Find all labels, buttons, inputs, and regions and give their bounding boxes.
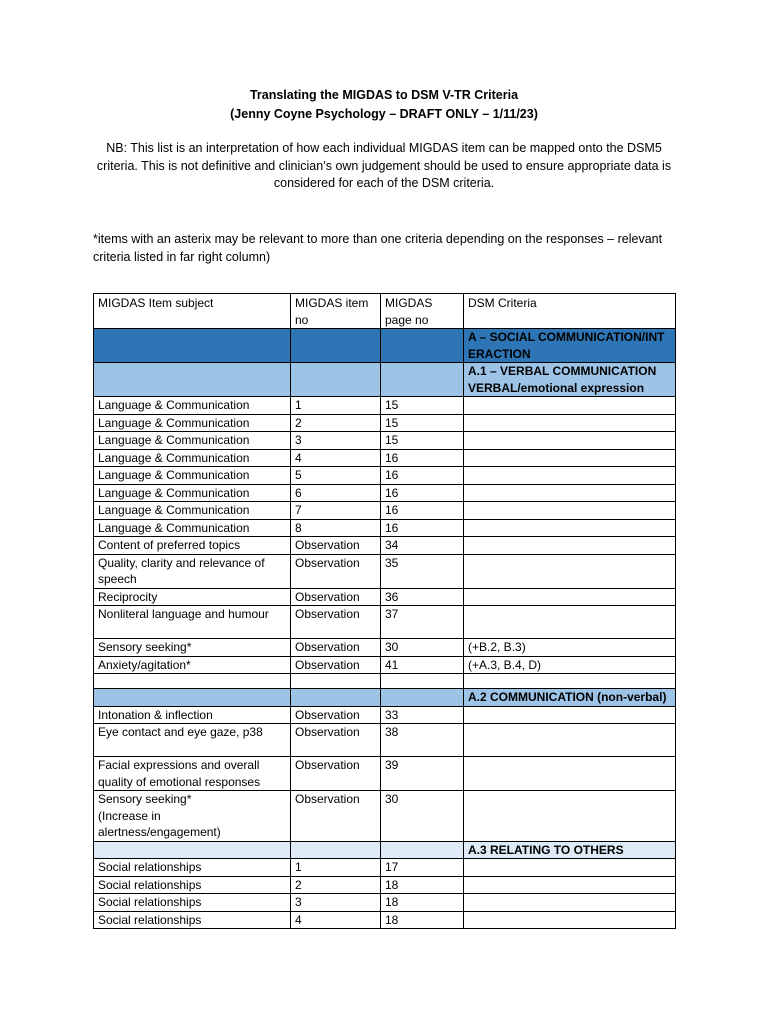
table-row	[94, 414, 676, 432]
cell-page: 16	[381, 484, 464, 502]
cell-dsm	[464, 554, 676, 588]
table-header-row	[94, 294, 676, 329]
cell-page: 37	[381, 606, 464, 639]
cell-page: 17	[381, 859, 464, 877]
table-row	[94, 757, 676, 791]
table-row	[94, 894, 676, 912]
table-row	[94, 911, 676, 929]
migdas-dsm-table	[93, 293, 676, 929]
cell-dsm	[464, 706, 676, 724]
cell-page: 16	[381, 449, 464, 467]
cell-dsm	[464, 894, 676, 912]
table-row	[94, 606, 676, 639]
table-row	[94, 502, 676, 520]
cell-subject: Social relationships	[94, 876, 291, 894]
table-row	[94, 876, 676, 894]
section-a2-row	[94, 689, 676, 707]
cell-item: Observation	[291, 724, 381, 757]
cell-subject: Eye contact and eye gaze, p38	[94, 724, 291, 757]
cell-subject: Intonation & inflection	[94, 706, 291, 724]
a3-rows	[94, 859, 676, 929]
cell-item: Observation	[291, 656, 381, 674]
cell-page: 16	[381, 502, 464, 520]
document-subtitle: (Jenny Coyne Psychology – DRAFT ONLY – 1/11/23)	[230, 107, 538, 121]
cell-item: 7	[291, 502, 381, 520]
cell-item: 2	[291, 414, 381, 432]
table-row	[94, 554, 676, 588]
cell-page: 30	[381, 639, 464, 657]
table-row	[94, 588, 676, 606]
cell-subject: Language & Communication	[94, 467, 291, 485]
cell-page: 36	[381, 588, 464, 606]
cell-subject: Language & Communication	[94, 484, 291, 502]
table-row	[94, 639, 676, 657]
cell-subject: Reciprocity	[94, 588, 291, 606]
cell-subject: Language & Communication	[94, 414, 291, 432]
cell-dsm	[464, 757, 676, 791]
section-a2-label: A.2 COMMUNICATION (non-verbal)	[464, 689, 676, 707]
cell-dsm	[464, 414, 676, 432]
cell-dsm	[464, 484, 676, 502]
asterisk-note: *items with an asterix may be relevant to more than one criteria depending on the responses – relevant criteria listed in far right column)	[93, 232, 663, 264]
cell-item: 3	[291, 894, 381, 912]
cell-page: 41	[381, 656, 464, 674]
table-row	[94, 484, 676, 502]
header-subject: MIGDAS Item subject	[94, 294, 291, 329]
cell-item: 3	[291, 432, 381, 450]
cell-subject: Social relationships	[94, 859, 291, 877]
cell-subject: Language & Communication	[94, 432, 291, 450]
cell-item: 1	[291, 859, 381, 877]
cell-dsm	[464, 449, 676, 467]
cell-page: 15	[381, 414, 464, 432]
cell-subject: Quality, clarity and relevance of speech	[94, 554, 291, 588]
cell-dsm	[464, 606, 676, 639]
cell-dsm	[464, 791, 676, 842]
cell-subject: Language & Communication	[94, 519, 291, 537]
cell-subject: Language & Communication	[94, 397, 291, 415]
cell-page: 39	[381, 757, 464, 791]
cell-item: 6	[291, 484, 381, 502]
cell-item: Observation	[291, 791, 381, 842]
section-a3-row	[94, 841, 676, 859]
cell-page: 34	[381, 537, 464, 555]
section-a-row	[94, 329, 676, 363]
cell-dsm	[464, 724, 676, 757]
cell-page: 18	[381, 911, 464, 929]
cell-subject	[94, 791, 291, 842]
header-dsm: DSM Criteria	[464, 294, 676, 329]
cell-dsm	[464, 537, 676, 555]
cell-item: Observation	[291, 554, 381, 588]
table-row	[94, 537, 676, 555]
table-row	[94, 449, 676, 467]
section-a-label: A – SOCIAL COMMUNICATION/INTERACTION	[464, 329, 676, 363]
cell-subject: Language & Communication	[94, 449, 291, 467]
cell-subject: Anxiety/agitation*	[94, 656, 291, 674]
a1-rows	[94, 397, 676, 674]
cell-item: Observation	[291, 757, 381, 791]
cell-dsm	[464, 911, 676, 929]
cell-dsm	[464, 467, 676, 485]
table-row	[94, 397, 676, 415]
document-title-block	[0, 86, 768, 124]
cell-dsm	[464, 859, 676, 877]
a2-rows	[94, 706, 676, 791]
cell-subject: Nonliteral language and humour	[94, 606, 291, 639]
table-row	[94, 432, 676, 450]
table-row	[94, 656, 676, 674]
cell-page: 15	[381, 432, 464, 450]
cell-item: 4	[291, 911, 381, 929]
document-title: Translating the MIGDAS to DSM V-TR Criteria	[249, 88, 519, 102]
cell-page: 35	[381, 554, 464, 588]
header-page-no: MIGDAS page no	[381, 294, 464, 329]
cell-dsm	[464, 519, 676, 537]
cell-page: 18	[381, 894, 464, 912]
cell-subject: Language & Communication	[94, 502, 291, 520]
cell-subject: Social relationships	[94, 894, 291, 912]
cell-dsm	[464, 397, 676, 415]
nb-disclaimer: NB: This list is an interpretation of how each individual MIGDAS item can be mapped onto the DSM5 criteria. This is not definitive and clinician’s own judgement should be used to ensure appropriate data is considered for each of the DSM criteria.	[96, 141, 672, 190]
table-row	[94, 519, 676, 537]
cell-item: Observation	[291, 706, 381, 724]
cell-dsm: (+B.2, B.3)	[464, 639, 676, 657]
cell-dsm	[464, 876, 676, 894]
cell-item: Observation	[291, 537, 381, 555]
table-row	[94, 791, 676, 842]
cell-item: 8	[291, 519, 381, 537]
cell-item: 4	[291, 449, 381, 467]
cell-page: 30	[381, 791, 464, 842]
section-a1-label: A.1 – VERBAL COMMUNICATION VERBAL/emotional expression	[464, 363, 676, 397]
cell-page: 16	[381, 519, 464, 537]
cell-subject: Social relationships	[94, 911, 291, 929]
cell-dsm: (+A.3, B.4, D)	[464, 656, 676, 674]
cell-page: 15	[381, 397, 464, 415]
cell-subject: Content of preferred topics	[94, 537, 291, 555]
section-a1-row	[94, 363, 676, 397]
cell-subject: Facial expressions and overall quality of emotional responses	[94, 757, 291, 791]
section-a3-label: A.3 RELATING TO OTHERS	[464, 841, 676, 859]
table-row	[94, 467, 676, 485]
cell-item: 1	[291, 397, 381, 415]
table-row	[94, 724, 676, 757]
table-row	[94, 706, 676, 724]
cell-dsm	[464, 432, 676, 450]
cell-page: 18	[381, 876, 464, 894]
sensory-subject-line1: Sensory seeking*	[98, 792, 192, 806]
table-row	[94, 859, 676, 877]
cell-item: Observation	[291, 588, 381, 606]
cell-item: Observation	[291, 606, 381, 639]
spacer-row	[94, 674, 676, 689]
cell-item: Observation	[291, 639, 381, 657]
cell-dsm	[464, 588, 676, 606]
cell-item: 2	[291, 876, 381, 894]
cell-dsm	[464, 502, 676, 520]
cell-page: 38	[381, 724, 464, 757]
cell-page: 33	[381, 706, 464, 724]
header-item-no: MIGDAS item no	[291, 294, 381, 329]
cell-page: 16	[381, 467, 464, 485]
sensory-subject-line2: (Increase in alertness/engagement)	[98, 808, 221, 839]
cell-item: 5	[291, 467, 381, 485]
cell-subject: Sensory seeking*	[94, 639, 291, 657]
